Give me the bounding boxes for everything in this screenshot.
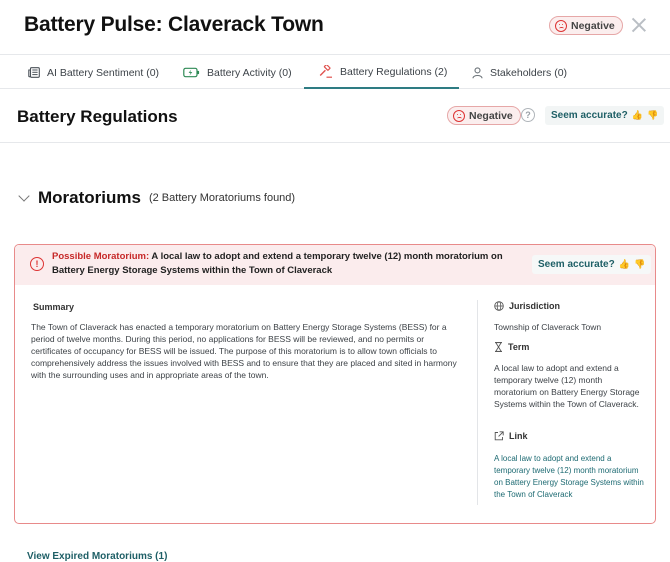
moratorium-type-label: Possible Moratorium: [52,251,150,262]
term-value: A local law to adopt and extend a temporary twelve (12) month moratorium on Battery Energy Storage Systems within the Town of Claverack. [494,363,640,409]
tab-label: AI Battery Sentiment (0) [47,66,160,79]
view-expired-moratoriums-link[interactable]: View Expired Moratoriums (1) [27,551,168,562]
summary-text: The Town of Claverack has enacted a temporary moratorium on Battery Energy Storage Systems (BESS) for a period of twelve months. During this period, no applications for BESS will be reviewed, and no permits or certificates of occupancy for BESS will be issued. The purpose of this moratorium is to allow town officials to comprehensively address the issues involved with BESS and to ensure that they are placed and sited in harmony with the surrounding uses and in appropriate areas of the town. [31,322,457,380]
link-label-text: Link [509,431,528,441]
jurisdiction-value: Township of Claverack Town [494,322,602,332]
regulation-link[interactable]: A local law to adopt and extend a temporary twelve (12) month moratorium on Battery Energy Storage Systems within the Town of Claverack [494,454,644,499]
sentiment-label: Negative [469,109,513,122]
jurisdiction-label-text: Jurisdiction [509,301,561,311]
globe-icon [494,301,504,311]
moratorium-headline [52,250,532,277]
summary-label [33,302,74,312]
close-button[interactable] [630,16,648,34]
sentiment-badge [549,16,623,35]
tab-label: Battery Regulations (2) [340,65,448,78]
thumbs-down-icon[interactable]: 👎 [633,259,646,269]
tab-ai-battery-sentiment[interactable] [28,56,159,89]
thumbs-up-icon[interactable]: 👍 [618,259,630,269]
tab-battery-regulations[interactable] [304,56,459,89]
gavel-icon [319,65,333,78]
thumbs-down-icon[interactable]: 👎 [646,110,659,120]
alert-circle-icon: ! [30,257,44,271]
tab-label: Battery Activity (0) [207,66,292,79]
moratorium-card [14,244,656,524]
moratoriums-title: Moratoriums [38,188,141,207]
moratorium-card-header [15,245,655,285]
modal-header [0,0,670,55]
link-label [494,431,528,441]
section-title: Battery Regulations [17,107,178,126]
section-sentiment-badge [447,106,521,125]
moratoriums-accordion-toggle[interactable] [20,188,295,208]
tab-bar [0,56,670,89]
feedback-label: Seem accurate? [551,110,628,121]
term-label-text: Term [508,342,530,352]
external-link-icon [494,431,504,441]
battery-charging-icon [183,67,200,78]
section-header [0,90,670,143]
moratoriums-count: (2 Battery Moratoriums found) [148,192,296,204]
frown-icon [555,20,567,32]
tab-battery-activity[interactable] [183,56,292,89]
newspaper-icon [28,67,40,78]
sentiment-label: Negative [571,19,615,32]
person-icon [472,67,483,79]
summary-label-text: Summary [33,302,75,312]
help-icon[interactable]: ? [521,108,535,122]
feedback-label: Seem accurate? [538,259,615,270]
hourglass-icon [494,342,503,352]
tab-label: Stakeholders (0) [490,66,568,79]
term-label [494,342,529,352]
column-divider [477,300,478,505]
seem-accurate-feedback[interactable] [545,106,664,125]
tab-stakeholders[interactable] [472,56,567,89]
card-seem-accurate-feedback[interactable] [532,255,651,274]
page-title: Battery Pulse: Claverack Town [24,13,324,36]
moratorium-headline-text: A local law to adopt and extend a temporary twelve (12) month moratorium on Battery Energy Storage Systems within the Town of Claverack [52,251,503,276]
frown-icon [453,110,465,122]
thumbs-up-icon[interactable]: 👍 [631,110,643,120]
jurisdiction-label [494,301,560,311]
chevron-down-icon[interactable] [18,190,29,201]
